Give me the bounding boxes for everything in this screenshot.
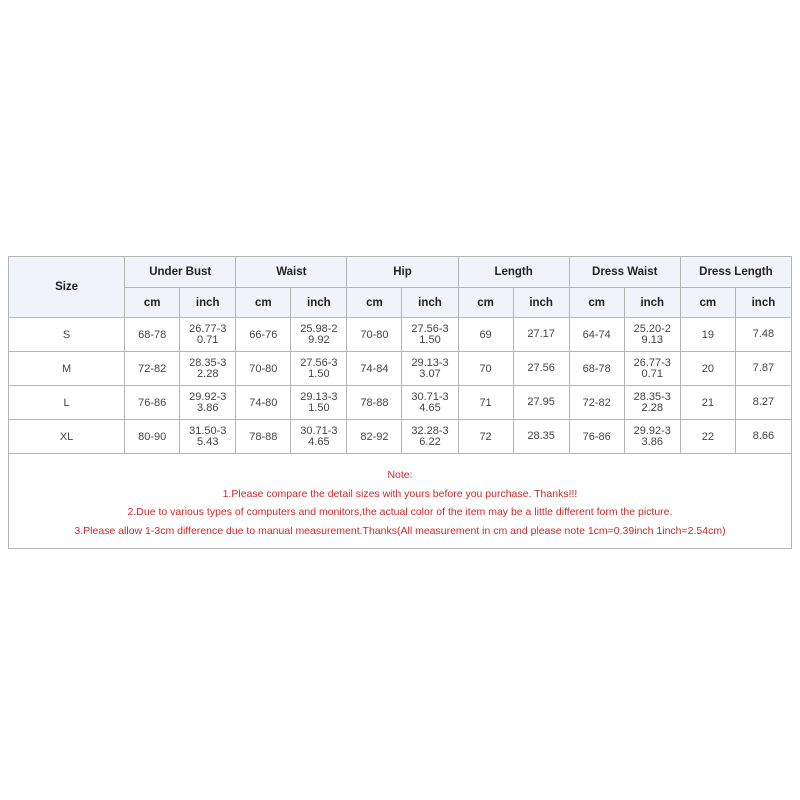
length-cm-cell: 72: [458, 420, 513, 454]
dress-length-cm-cell: 19: [680, 318, 735, 352]
inch-value-line: 2.28: [197, 367, 219, 380]
size-chart-header: [9, 257, 792, 318]
notes-row: [9, 454, 792, 549]
inch-value-line: 27.56-3: [411, 322, 449, 335]
inch-value-line: 3.86: [641, 435, 663, 448]
inch-value-line: 25.20-2: [633, 322, 671, 335]
inch-value-line: 29.13-3: [411, 356, 449, 369]
inch-value-line: 1.50: [308, 367, 330, 380]
waist-cm-cell: 66-76: [236, 318, 291, 352]
inch-value-line: 4.65: [308, 435, 330, 448]
table-row: [9, 386, 792, 420]
unit-header-inch: inch: [402, 288, 458, 318]
dress-waist-cm-cell: 72-82: [569, 386, 624, 420]
inch-value-line: 9.13: [641, 333, 663, 346]
hip-cm-cell: 82-92: [347, 420, 402, 454]
hip-inch-cell: [402, 318, 458, 352]
inch-value-line: 28.35-3: [633, 390, 671, 403]
inch-value-line: 5.43: [197, 435, 219, 448]
waist-inch-cell: [291, 420, 347, 454]
inch-value-line: 8.66: [752, 430, 775, 442]
inch-value-line: 3.86: [197, 401, 219, 414]
group-header-dress-waist: Dress Waist: [569, 257, 680, 288]
inch-value-line: 28.35-3: [189, 356, 227, 369]
hip-cm-cell: 70-80: [347, 318, 402, 352]
inch-value-line: 2.28: [641, 401, 663, 414]
under-bust-cm-cell: 72-82: [125, 352, 180, 386]
waist-inch-cell: [291, 352, 347, 386]
length-cm-cell: 71: [458, 386, 513, 420]
hip-cm-cell: 78-88: [347, 386, 402, 420]
group-header-hip: Hip: [347, 257, 458, 288]
inch-value-line: 30.71-3: [300, 424, 338, 437]
inch-value-line: 7.48: [752, 328, 775, 340]
waist-inch-cell: [291, 318, 347, 352]
inch-value-line: 28.35: [527, 430, 555, 442]
inch-value-line: 1.50: [419, 333, 441, 346]
hip-cm-cell: 74-84: [347, 352, 402, 386]
length-inch-cell: [513, 352, 569, 386]
waist-inch-cell: [291, 386, 347, 420]
unit-header-cm: cm: [458, 288, 513, 318]
inch-value-line: 8.27: [752, 396, 775, 408]
notes-cell: [9, 454, 792, 549]
under-bust-inch-cell: [180, 386, 236, 420]
inch-value-line: 9.92: [308, 333, 330, 346]
inch-value-line: 1.50: [308, 401, 330, 414]
dress-waist-inch-cell: [624, 318, 680, 352]
table-row: [9, 420, 792, 454]
under-bust-cm-cell: 80-90: [125, 420, 180, 454]
inch-value-line: 29.13-3: [300, 390, 338, 403]
waist-cm-cell: 74-80: [236, 386, 291, 420]
length-inch-cell: [513, 420, 569, 454]
dress-length-inch-cell: [735, 352, 791, 386]
under-bust-cm-cell: 68-78: [125, 318, 180, 352]
inch-value-line: 26.77-3: [189, 322, 227, 335]
dress-waist-cm-cell: 76-86: [569, 420, 624, 454]
under-bust-inch-cell: [180, 420, 236, 454]
inch-value-line: 29.92-3: [189, 390, 227, 403]
dress-length-cm-cell: 22: [680, 420, 735, 454]
length-inch-cell: [513, 318, 569, 352]
group-header-length: Length: [458, 257, 569, 288]
group-header-waist: Waist: [236, 257, 347, 288]
unit-header-inch: inch: [180, 288, 236, 318]
dress-waist-cm-cell: 68-78: [569, 352, 624, 386]
hip-inch-cell: [402, 352, 458, 386]
header-unit-row: [9, 288, 792, 318]
hip-inch-cell: [402, 386, 458, 420]
inch-value-line: 32.28-3: [411, 424, 449, 437]
inch-value-line: 6.22: [419, 435, 441, 448]
length-cm-cell: 70: [458, 352, 513, 386]
note-line-2: 2.Due to various types of computers and monitors,the actual color of the item may be a little different form the picture.: [127, 506, 673, 518]
under-bust-inch-cell: [180, 318, 236, 352]
unit-header-cm: cm: [236, 288, 291, 318]
length-cm-cell: 69: [458, 318, 513, 352]
header-group-row: [9, 257, 792, 288]
unit-header-inch: inch: [624, 288, 680, 318]
inch-value-line: 25.98-2: [300, 322, 338, 335]
unit-header-inch: inch: [735, 288, 791, 318]
waist-cm-cell: 70-80: [236, 352, 291, 386]
length-inch-cell: [513, 386, 569, 420]
dress-length-cm-cell: 21: [680, 386, 735, 420]
waist-cm-cell: 78-88: [236, 420, 291, 454]
hip-inch-cell: [402, 420, 458, 454]
table-row: [9, 352, 792, 386]
size-cell: M: [9, 352, 125, 386]
inch-value-line: 7.87: [752, 362, 775, 374]
inch-value-line: 27.56-3: [300, 356, 338, 369]
inch-value-line: 3.07: [419, 367, 441, 380]
inch-value-line: 31.50-3: [189, 424, 227, 437]
size-cell: L: [9, 386, 125, 420]
dress-waist-inch-cell: [624, 386, 680, 420]
note-line-3: 3.Please allow 1-3cm difference due to manual measurement.Thanks(All measurement in cm and please note 1cm=0.39inch 1inch=2.54cm): [74, 524, 726, 537]
under-bust-inch-cell: [180, 352, 236, 386]
unit-header-inch: inch: [513, 288, 569, 318]
inch-value-line: 27.17: [527, 328, 555, 340]
dress-waist-inch-cell: [624, 420, 680, 454]
size-chart-table: [8, 256, 792, 549]
note-line-1: 1.Please compare the detail sizes with yours before you purchase. Thanks!!!: [222, 487, 578, 500]
unit-header-inch: inch: [291, 288, 347, 318]
unit-header-cm: cm: [347, 288, 402, 318]
size-cell: S: [9, 318, 125, 352]
group-header-under-bust: Under Bust: [125, 257, 236, 288]
dress-waist-inch-cell: [624, 352, 680, 386]
unit-header-cm: cm: [125, 288, 180, 318]
inch-value-line: 27.95: [527, 396, 555, 408]
inch-value-line: 30.71-3: [411, 390, 449, 403]
inch-value-line: 26.77-3: [633, 356, 671, 369]
group-header-dress-length: Dress Length: [680, 257, 791, 288]
inch-value-line: 0.71: [197, 333, 219, 346]
dress-length-inch-cell: [735, 386, 791, 420]
inch-value-line: 0.71: [641, 367, 663, 380]
dress-length-inch-cell: [735, 318, 791, 352]
inch-value-line: 4.65: [419, 401, 441, 414]
inch-value-line: 29.92-3: [633, 424, 671, 437]
dress-waist-cm-cell: 64-74: [569, 318, 624, 352]
unit-header-cm: cm: [569, 288, 624, 318]
size-cell: XL: [9, 420, 125, 454]
size-chart-body: [9, 318, 792, 454]
dress-length-cm-cell: 20: [680, 352, 735, 386]
inch-value-line: 27.56: [527, 362, 555, 374]
under-bust-cm-cell: 76-86: [125, 386, 180, 420]
unit-header-cm: cm: [680, 288, 735, 318]
dress-length-inch-cell: [735, 420, 791, 454]
note-title: Note:: [387, 469, 413, 481]
table-row: [9, 318, 792, 352]
size-column-header: Size: [9, 257, 125, 318]
